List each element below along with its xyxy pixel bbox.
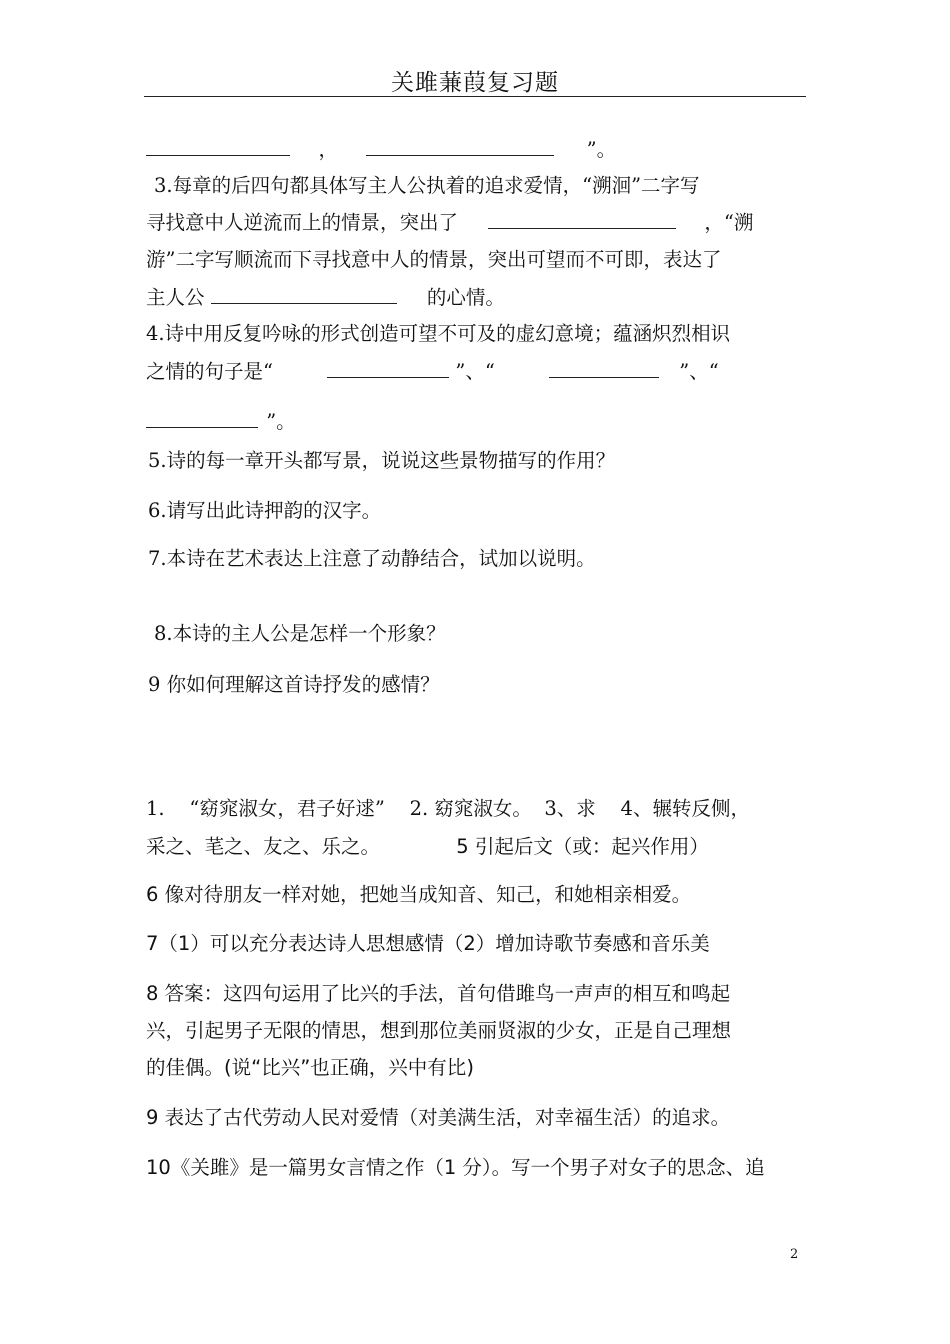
q3-line4 (146, 283, 505, 312)
answer-blank (549, 357, 659, 378)
q3-line3: 游”二字写顺流而下寻找意中人的情景，突出可望而不可即，表达了 (146, 248, 722, 271)
q4-line2 (146, 357, 719, 386)
answers-1-4-line2 (146, 833, 709, 861)
q2-comma: ， (318, 138, 338, 161)
page-title: 关雎蒹葭复习题 (391, 70, 559, 96)
question-9: 9 你如何理解这首诗抒发的感情？ (148, 673, 440, 696)
answer-blank (146, 135, 290, 156)
q4-line2-sep2: ”、“ (679, 360, 719, 383)
answer-9: 9 表达了古代劳动人民对爱情（对美满生活，对幸福生活）的追求。 (146, 1106, 731, 1129)
answer-8-line2: 兴，引起男子无限的情思，想到那位美丽贤淑的少女，正是自己理想 (146, 1019, 732, 1042)
header-divider (144, 96, 806, 97)
answers-1-4-text: 采之、芼之、友之、乐之。 (146, 835, 381, 858)
q2-tail-line (146, 135, 616, 164)
answer-8-line1: 8 答案：这四句运用了比兴的手法，首句借雎鸟一声声的相互和鸣起 (146, 982, 731, 1005)
q3-line4-tail: 的心情。 (426, 286, 505, 309)
question-7: 7.本诗在艺术表达上注意了动静结合，试加以说明。 (148, 547, 596, 570)
q4-line1: 4.诗中用反复吟咏的形式创造可望不可及的虚幻意境；蕴涵炽烈相识 (146, 322, 731, 345)
q3-line2-tail: ，“溯 (704, 211, 754, 234)
answers-1-4-line1: 1. “窈窕淑女，君子好逑” 2. 窈窕淑女。 3、求 4、辗转反侧， (146, 797, 750, 820)
answer-blank (327, 357, 449, 378)
q4-line2-sep1: ”、“ (455, 360, 495, 383)
answer-5: 5 引起后文（或：起兴作用） (456, 835, 709, 858)
q3-line2 (146, 208, 753, 237)
answer-8-line3: 的佳偶。(说“比兴”也正确，兴中有比) (146, 1056, 474, 1079)
q4-line3-end: ”。 (266, 410, 296, 433)
answer-blank (366, 135, 554, 156)
answer-blank (146, 407, 258, 428)
answer-7: 7（1）可以充分表达诗人思想感情（2）增加诗歌节奏感和音乐美 (146, 932, 710, 955)
q2-end: ”。 (586, 138, 617, 161)
q3-line1: 3.每章的后四句都具体写主人公执着的追求爱情，“溯洄”二字写 (154, 174, 700, 197)
question-5: 5.诗的每一章开头都写景，说说这些景物描写的作用？ (148, 449, 616, 472)
answer-blank (488, 208, 676, 229)
answer-blank (211, 283, 397, 304)
question-8: 8.本诗的主人公是怎样一个形象？ (154, 622, 446, 645)
q4-line3 (146, 407, 296, 436)
answer-10: 10《关雎》是一篇男女言情之作（1 分）。写一个男子对女子的思念、追 (146, 1156, 765, 1179)
question-6: 6.请写出此诗押韵的汉字。 (148, 499, 382, 522)
answer-6: 6 像对待朋友一样对她，把她当成知音、知己，和她相亲相爱。 (146, 883, 692, 906)
q3-line4-text: 主人公 (146, 286, 205, 309)
q4-line2-text: 之情的句子是“ (146, 360, 273, 383)
page-number: 2 (790, 1247, 799, 1262)
q3-line2-text: 寻找意中人逆流而上的情景，突出了 (146, 211, 459, 234)
